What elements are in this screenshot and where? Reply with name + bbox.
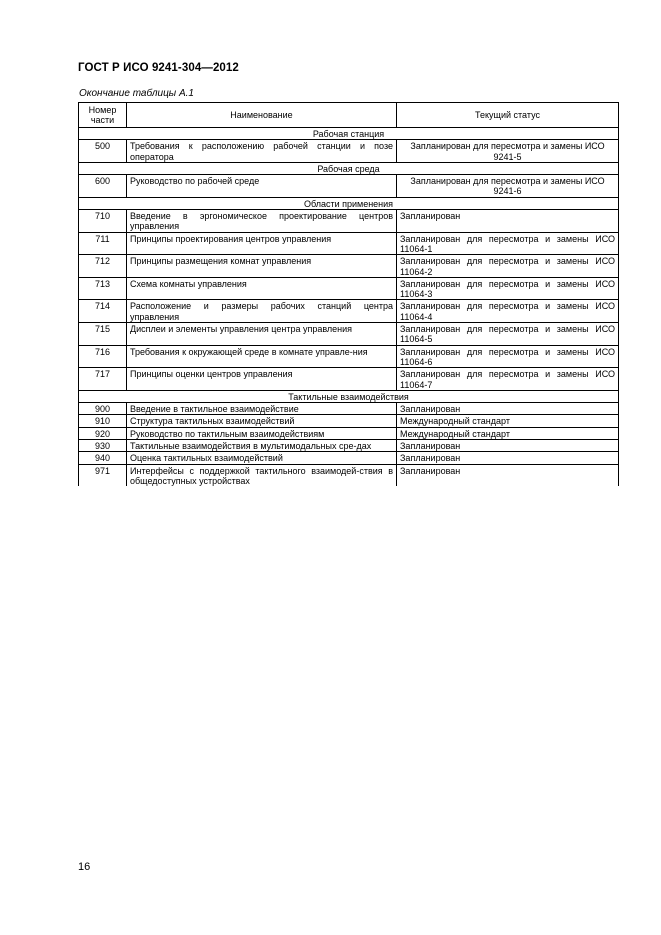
table-row [79,300,619,323]
part-name-cell: Требования к расположению рабочей станции и позе оператора [127,140,397,163]
status-cell: Запланирован [397,464,619,486]
part-number-cell: 500 [79,140,127,163]
status-cell: Международный стандарт [397,415,619,427]
table-row [79,368,619,391]
table-row [79,323,619,346]
part-name-cell: Принципы проектирования центров управления [127,232,397,255]
status-cell: Запланирован [397,452,619,464]
part-name-cell: Введение в эргономическое проектирование центров управления [127,210,397,233]
status-cell: Запланирован [397,403,619,415]
part-name-cell: Тактильные взаимодействия в мультимодальных сре-дах [127,440,397,452]
status-cell: Запланирован для пересмотра и замены ИСО 11064-6 [397,345,619,368]
part-name-cell: Руководство по рабочей среде [127,175,397,198]
part-name-cell: Принципы оценки центров управления [127,368,397,391]
section-title: Области применения [79,197,619,209]
part-number-cell: 900 [79,403,127,415]
part-number-cell: 710 [79,210,127,233]
section-row [79,128,619,140]
status-cell: Запланирован для пересмотра и замены ИСО 11064-4 [397,300,619,323]
column-header-status: Текущий статус [397,103,619,128]
section-row [79,390,619,402]
part-number-cell: 910 [79,415,127,427]
section-title: Тактильные взаимодействия [79,390,619,402]
table-row [79,175,619,198]
table-body [79,128,619,487]
table-row [79,415,619,427]
table-row [79,345,619,368]
section-row [79,197,619,209]
standards-table [78,102,619,486]
table-row [79,427,619,439]
part-name-cell: Дисплеи и элементы управления центра управления [127,323,397,346]
part-name-cell: Руководство по тактильным взаимодействиям [127,427,397,439]
table-header-row [79,103,619,128]
part-name-cell: Структура тактильных взаимодействий [127,415,397,427]
part-name-cell: Расположение и размеры рабочих станций центра управления [127,300,397,323]
section-title: Рабочая станция [79,128,619,140]
part-number-cell: 711 [79,232,127,255]
part-number-cell: 712 [79,255,127,278]
document-title: ГОСТ Р ИСО 9241-304—2012 [78,62,239,74]
table-row [79,440,619,452]
table-row [79,255,619,278]
part-name-cell: Схема комнаты управления [127,277,397,300]
table-row [79,464,619,486]
status-cell: Запланирован для пересмотра и замены ИСО 11064-1 [397,232,619,255]
part-number-cell: 716 [79,345,127,368]
part-number-cell: 930 [79,440,127,452]
status-cell: Запланирован для пересмотра и замены ИСО 11064-5 [397,323,619,346]
status-cell: Запланирован для пересмотра и замены ИСО 9241-5 [397,140,619,163]
section-row [79,162,619,174]
part-name-cell: Интерфейсы с поддержкой тактильного взаимодей-ствия в общедоступных устройствах [127,464,397,486]
part-name-cell: Оценка тактильных взаимодействий [127,452,397,464]
status-cell: Запланирован для пересмотра и замены ИСО 9241-6 [397,175,619,198]
part-number-cell: 971 [79,464,127,486]
part-number-cell: 600 [79,175,127,198]
column-header-name: Наименование [127,103,397,128]
table-row [79,403,619,415]
part-name-cell: Введение в тактильное взаимодействие [127,403,397,415]
table-row [79,452,619,464]
table-row [79,232,619,255]
section-title: Рабочая среда [79,162,619,174]
table-row [79,277,619,300]
part-number-cell: 940 [79,452,127,464]
status-cell: Запланирован для пересмотра и замены ИСО 11064-2 [397,255,619,278]
status-cell: Запланирован [397,440,619,452]
part-name-cell: Принципы размещения комнат управления [127,255,397,278]
table-row [79,140,619,163]
part-number-cell: 717 [79,368,127,391]
part-number-cell: 713 [79,277,127,300]
table-caption: Окончание таблицы А.1 [79,88,194,99]
status-cell: Международный стандарт [397,427,619,439]
part-name-cell: Требования к окружающей среде в комнате управле-ния [127,345,397,368]
part-number-cell: 920 [79,427,127,439]
status-cell: Запланирован для пересмотра и замены ИСО 11064-3 [397,277,619,300]
column-header-number: Номер части [79,103,127,128]
status-cell: Запланирован для пересмотра и замены ИСО 11064-7 [397,368,619,391]
part-number-cell: 715 [79,323,127,346]
page-number: 16 [78,861,91,873]
table-row [79,210,619,233]
part-number-cell: 714 [79,300,127,323]
status-cell: Запланирован [397,210,619,233]
